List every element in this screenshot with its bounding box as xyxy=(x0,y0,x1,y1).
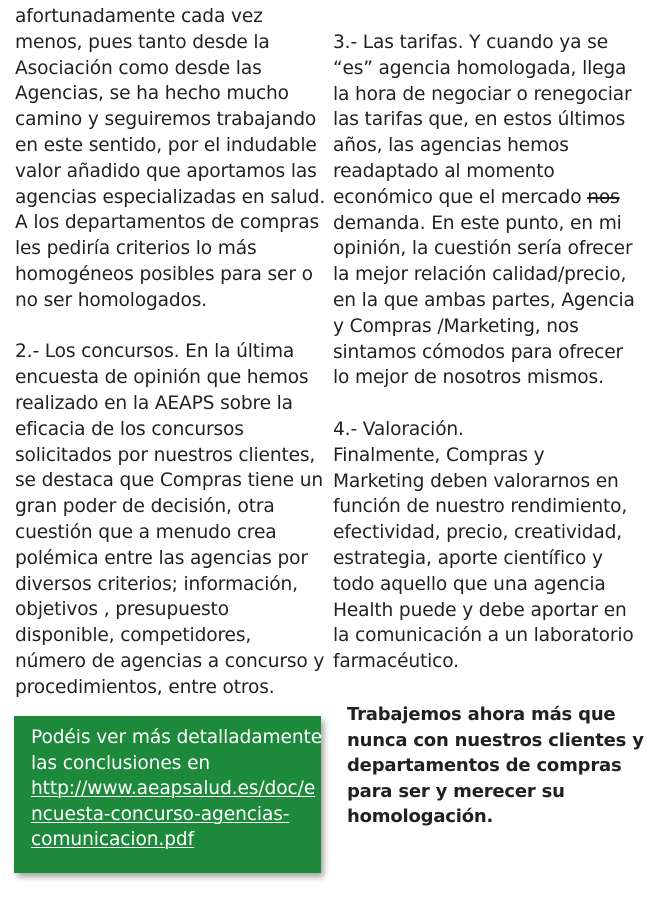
paragraph-line: lo mejor de nosotros mismos. xyxy=(333,367,604,389)
paragraph-line: efectividad, precio, creatividad, xyxy=(333,522,623,544)
paragraph-line: Agencias, se ha hecho mucho xyxy=(15,83,289,105)
closing-line: para ser y merecer su xyxy=(347,780,565,802)
paragraph-line: número de agencias a concurso y xyxy=(15,650,325,672)
left-column xyxy=(15,4,325,701)
survey-callout-box xyxy=(14,716,321,873)
paragraph-line: readaptado al momento xyxy=(333,160,555,182)
paragraph-spacer xyxy=(333,391,648,417)
paragraph-line: realizado en la AEAPS sobre la xyxy=(15,392,293,414)
paragraph-line: objetivos , presupuesto xyxy=(15,599,229,621)
paragraph-line: y Compras /Marketing, nos xyxy=(333,315,579,337)
paragraph-line: demanda. En este punto, en mi xyxy=(333,212,622,234)
paragraph-line: 3.- Las tarifas. Y cuando ya se xyxy=(333,32,608,53)
right-column xyxy=(333,30,648,675)
paragraph-line: valor añadido que aportamos las xyxy=(15,160,317,182)
paragraph-spacer xyxy=(15,314,325,340)
paragraph-line xyxy=(333,185,648,211)
callout-text-line: Podéis ver más detalladamente xyxy=(31,727,323,748)
paragraph-line: se destaca que Compras tiene un xyxy=(15,470,323,492)
section-4-valoracion xyxy=(333,417,648,675)
callout-text-line: las conclusiones en xyxy=(31,752,211,774)
paragraph-line: farmacéutico. xyxy=(333,651,459,673)
paragraph-line: eficacia de los concursos xyxy=(15,418,244,440)
paragraph-line: en la que ambas partes, Agencia xyxy=(333,289,635,311)
paragraph-line: sintamos cómodos para ofrecer xyxy=(333,341,623,363)
section-3-tarifas xyxy=(333,30,648,391)
paragraph-line: A los departamentos de compras xyxy=(15,212,320,234)
paragraph-line: solicitados por nuestros clientes, xyxy=(15,444,316,466)
paragraph-line: agencias especializadas en salud. xyxy=(15,186,326,208)
paragraph-line: menos, pues tanto desde la xyxy=(15,31,270,53)
paragraph-line: diversos criterios; información, xyxy=(15,573,298,595)
paragraph-line: todo aquello que una agencia xyxy=(333,573,606,595)
closing-statement xyxy=(347,702,642,830)
paragraph-line: afortunadamente cada vez xyxy=(15,6,263,27)
paragraph-line: Health puede y debe aportar en xyxy=(333,599,627,621)
paragraph-line: “es” agencia homologada, llega xyxy=(333,57,627,79)
paragraph-line: Asociación como desde las xyxy=(15,57,262,79)
paragraph-line: procedimientos, entre otros. xyxy=(15,676,275,698)
paragraph-line: función de nuestro rendimiento, xyxy=(333,496,628,518)
struck-word: nos xyxy=(587,186,620,208)
paragraph-line: les pediría criterios lo más xyxy=(15,238,257,260)
paragraph-line: Marketing deben valorarnos en xyxy=(333,470,619,492)
survey-pdf-link[interactable] xyxy=(31,776,321,853)
closing-line: homologación. xyxy=(347,806,494,827)
paragraph-line: disponible, competidores, xyxy=(15,625,252,647)
paragraph-line: 4.- Valoración. xyxy=(333,418,464,440)
line-text: económico que el mercado xyxy=(333,186,588,208)
paragraph-line: 2.- Los concursos. En la última xyxy=(15,341,295,363)
paragraph-line: camino y seguiremos trabajando xyxy=(15,109,317,131)
paragraph-line: la comunicación a un laboratorio xyxy=(333,625,634,647)
paragraph-line: Finalmente, Compras y xyxy=(333,444,545,466)
link-line[interactable]: comunicacion.pdf xyxy=(31,829,195,850)
link-line[interactable]: http://www.aeapsalud.es/doc/e xyxy=(31,778,316,799)
intro-paragraph xyxy=(15,4,325,314)
paragraph-line: homogéneos posibles para ser o xyxy=(15,263,313,285)
section-2-concursos xyxy=(15,339,325,700)
closing-line: nunca con nuestros clientes y xyxy=(347,729,644,751)
closing-line: Trabajemos ahora más que xyxy=(347,704,616,725)
paragraph-line: gran poder de decisión, otra xyxy=(15,496,275,518)
paragraph-line: las tarifas que, en estos últimos xyxy=(333,109,626,131)
paragraph-line: la hora de negociar o renegociar xyxy=(333,83,632,105)
closing-line: departamentos de compras xyxy=(347,755,622,776)
paragraph-line: la mejor relación calidad/precio, xyxy=(333,264,627,286)
paragraph-line: encuesta de opinión que hemos xyxy=(15,367,309,389)
paragraph-line: opinión, la cuestión sería ofrecer xyxy=(333,238,633,260)
paragraph-line: años, las agencias hemos xyxy=(333,135,569,157)
paragraph-line: no ser homologados. xyxy=(15,289,208,311)
paragraph-line: cuestión que a menudo crea xyxy=(15,521,277,543)
link-line[interactable]: ncuesta-concurso-agencias- xyxy=(31,803,290,825)
paragraph-line: estrategia, aporte científico y xyxy=(333,547,603,569)
paragraph-line: en este sentido, por el indudable xyxy=(15,134,317,156)
paragraph-line: polémica entre las agencias por xyxy=(15,547,308,569)
